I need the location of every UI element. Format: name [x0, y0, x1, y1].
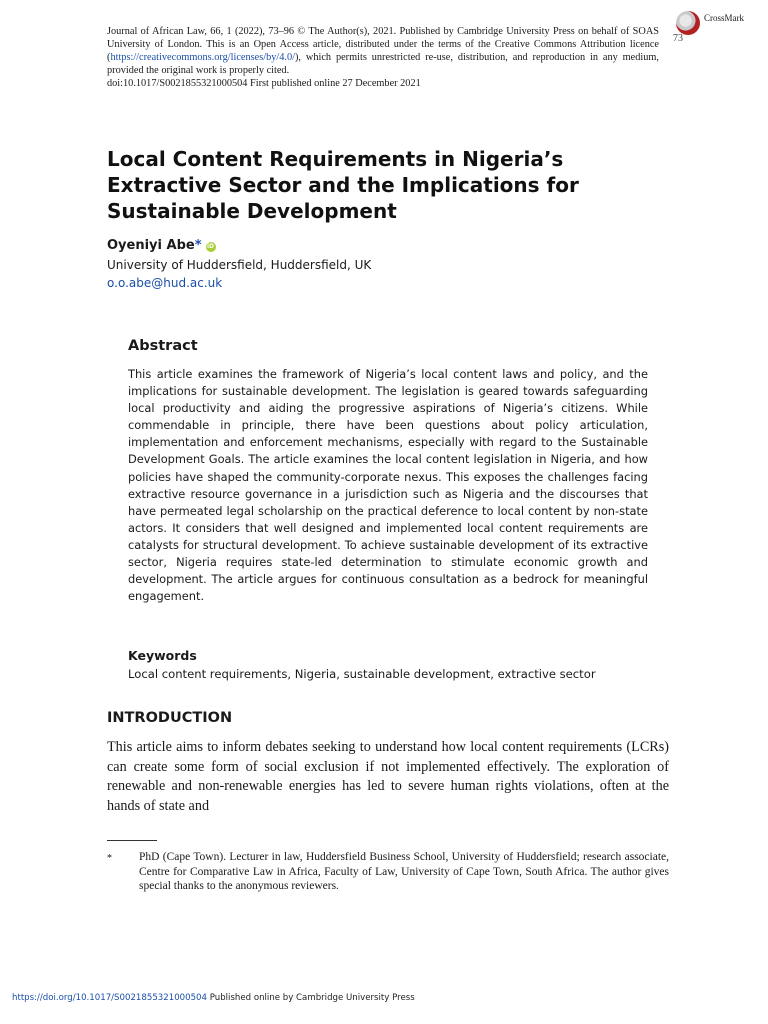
citation-prefix: Journal of African Law, 66, 1 (2022), 73–96 © The Author(s), 2021. Published by Cambridge University Press on behalf of SOAS University of London. This is an Open Access article, distributed under the terms of the Creative Commons Attribution licence ( — [107, 26, 659, 63]
abstract-heading: Abstract — [128, 338, 198, 354]
article-title: Local Content Requirements in Nigeria’s Extractive Sector and the Implications for Sustainable Development — [107, 147, 579, 223]
footnote-text: PhD (Cape Town). Lecturer in law, Huddersfield Business School, University of Huddersfield; research associate, Centre for Comparative Law in Africa, Faculty of Law, University of Cape Town, South Africa. The author gives special thanks to the anonymous reviewers. — [139, 851, 669, 893]
author-email-link[interactable]: o.o.abe@hud.ac.uk — [107, 276, 223, 290]
keywords-heading: Keywords — [128, 648, 197, 663]
licence-link[interactable]: https://creativecommons.org/licenses/by/4.0/ — [110, 52, 295, 63]
citation-suffix: ), which permits unrestricted re-use, distribution, and reproduction in any medium, provided the original work is properly cited. — [107, 52, 659, 76]
keywords-text: Local content requirements, Nigeria, sustainable development, extractive sector — [128, 667, 596, 681]
introduction-text: This article aims to inform debates seeking to understand how local content requirements (LCRs) can create some form of social exclusion if not implemented effectively. The exploration of renewable and non-renewable energies has led to severe human rights violations, often at the hands of state and — [107, 739, 669, 814]
crossmark-label: CrossMark — [704, 13, 744, 23]
footer-published-text: Published online by Cambridge University Press — [207, 993, 415, 1003]
abstract-text: This article examines the framework of Nigeria’s local content laws and policy, and the implications for sustainable development. The legislation is geared towards safeguarding local productivity and aiding the progressive aspirations of Nigeria’s citizens. While commendable in principle, there have been questions about policy articulation, implementation and enforcement mechanisms, especially with regard to the Sustainable Development Goals. The article examines the local content legislation in Nigeria, and how policies have shaped the community-corporate nexus. This exposes the challenges facing extractive resource governance in a jurisdiction such as Nigeria and the discourses that have permeated legal scholarship on the practical deference to local content by non-state actors. It considers that well designed and implemented local content requirements are catalysts for structural development. To achieve sustainable development of its extractive sector, Nigeria requires state-led determination to stimulate economic growth and development. The article argues for continuous consultation as a bedrock for meaningful engagement. — [128, 367, 648, 604]
footnote-divider — [107, 840, 157, 841]
author-name — [107, 238, 216, 253]
crossmark-button[interactable] — [676, 11, 744, 35]
doi-line: doi:10.1017/S0021855321000504 First published online 27 December 2021 — [107, 78, 421, 89]
author-affiliation: University of Huddersfield, Huddersfield, UK — [107, 258, 372, 272]
footnote-mark: * — [107, 853, 112, 864]
crossmark-icon — [676, 11, 700, 35]
orcid-icon[interactable]: iD — [206, 243, 215, 250]
author-name-text: Oyeniyi Abe — [107, 238, 195, 253]
author-footnote-star[interactable]: * — [194, 238, 202, 253]
page-number: 73 — [673, 33, 683, 44]
citation-header — [107, 25, 659, 90]
footer-doi-link[interactable]: https://doi.org/10.1017/S0021855321000504 — [12, 993, 207, 1003]
page-footer — [12, 993, 415, 1003]
introduction-heading: INTRODUCTION — [107, 710, 233, 726]
